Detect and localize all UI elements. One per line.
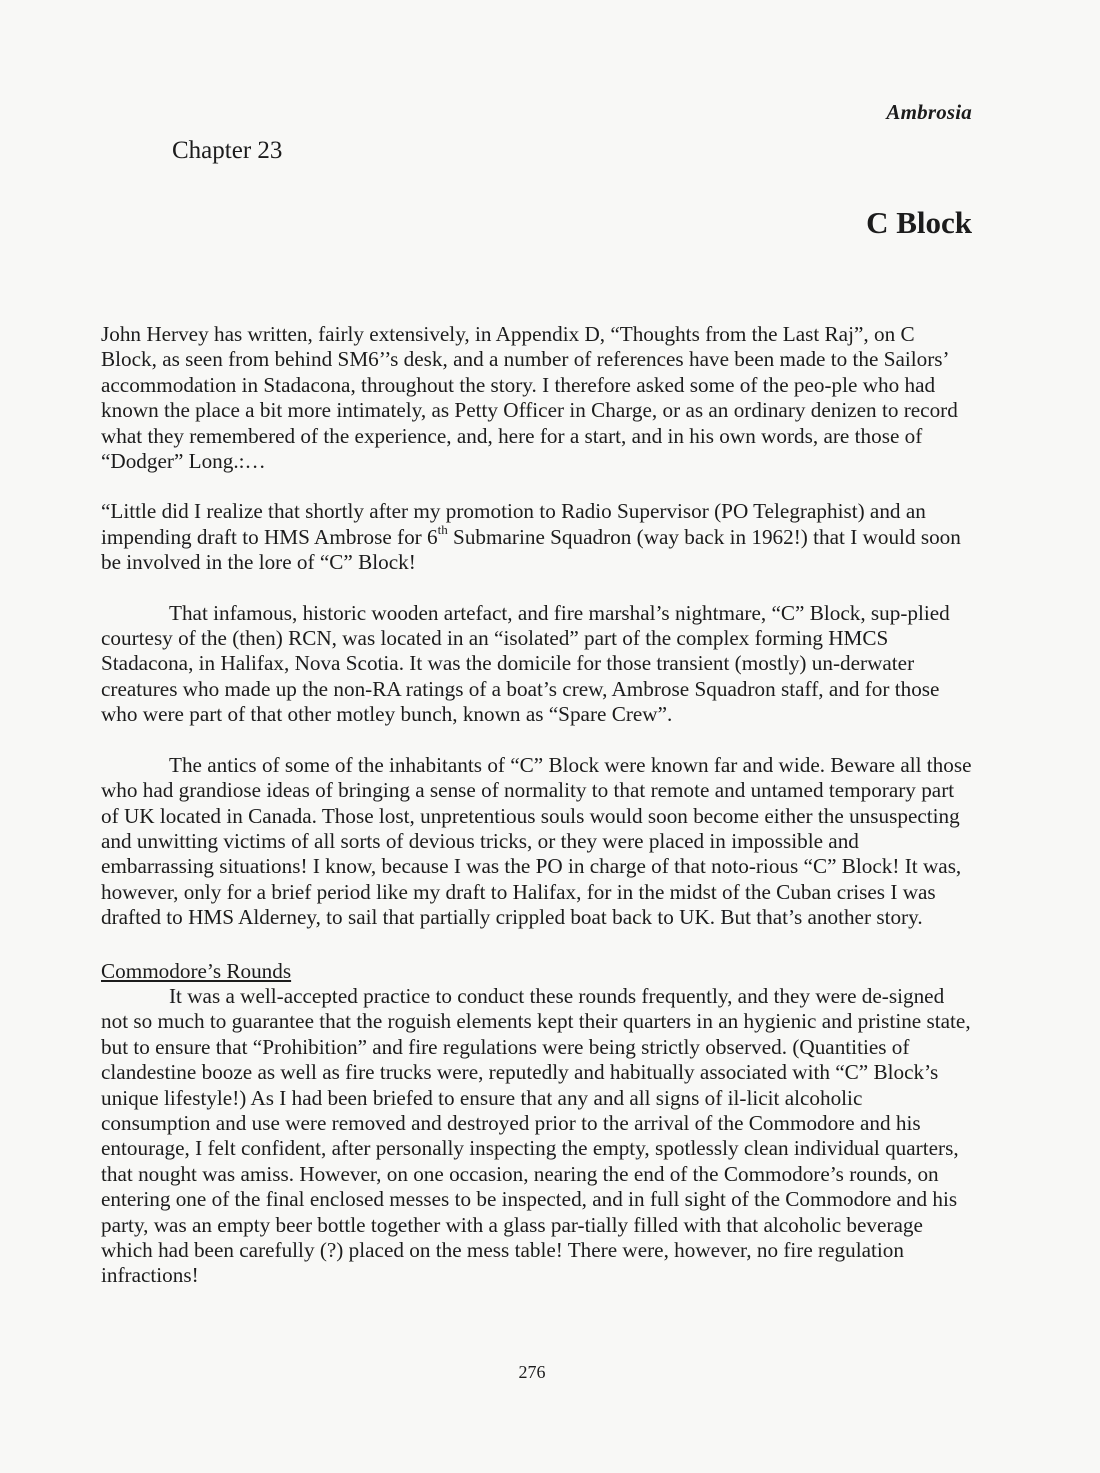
ordinal-superscript: th [437, 521, 448, 537]
chapter-title: C Block [866, 205, 972, 240]
paragraph-intro: John Hervey has written, fairly extensively, in Appendix D, “Thoughts from the Last Raj”, on C Block, as seen from behind SM6’’s desk, and a number of references have been made to the Sailors’ accommodation in Stadacona, throughout the story. I therefore asked some of the peo-ple who had known the place a bit more intimately, as Petty Officer in Charge, or as an ordinary denizen to record what they remembered of the experience, and, here for a start, and in his own words, are those of “Dodger” Long.:… [101, 322, 958, 474]
body-text [101, 322, 973, 1289]
paragraph-quote-text-b: Submarine Squadron (way back in 1962!) that I would soon be involved in the lore of “C” Block! [101, 524, 961, 575]
paragraph-commodores-rounds: It was a well-accepted practice to conduct these rounds frequently, and they were de-signed not so much to guarantee that the roguish elements kept their quarters in an hygienic and pristine state, but to ensure that “Prohibition” and fire regulations were being strictly observed. (Quantities of clandestine booze as well as fire trucks were, reputedly and habitually associated with “C” Block’s unique lifestyle!) As I had been briefed to ensure that any and all signs of il-licit alcoholic consumption and use were removed and destroyed prior to the arrival of the Commodore and his entourage, I felt confident, after personally inspecting the empty, spotlessly clean individual quarters, that nought was amiss. However, on one occasion, nearing the end of the Commodore’s rounds, on entering one of the final enclosed messes to be inspected, and in full sight of the Commodore and his party, was an empty beer bottle together with a glass par-tially filled with that alcoholic beverage which had been carefully (?) placed on the mess table! There were, however, no fire regulation infractions! [101, 983, 971, 1288]
paragraph-c-block-description: That infamous, historic wooden artefact, and fire marshal’s nightmare, “C” Block, sup-plied courtesy of the (then) RCN, was located in an “isolated” part of the complex forming HMCS Stadacona, in Halifax, Nova Scotia. It was the domicile for those transient (mostly) un-derwater creatures who made up the non-RA ratings of a boat’s crew, Ambrose Squadron staff, and for those who were part of that other motley bunch, known as “Spare Crew”. [101, 600, 950, 727]
section-heading: Commodore’s Rounds [101, 958, 292, 983]
chapter-label: Chapter 23 [172, 137, 283, 164]
running-title: Ambrosia [886, 100, 972, 124]
paragraph-antics: The antics of some of the inhabitants of “C” Block were known far and wide. Beware all those who had grandiose ideas of bringing a sense of normality to that remote and untamed temporary part of UK located in Canada. Those lost, unpretentious souls would soon become either the unsuspecting and unwitting victims of all sorts of devious tricks, or they were placed in impossible and embarrassing situations! I know, because I was the PO in charge of that noto-rious “C” Block! It was, however, only for a brief period like my draft to Halifax, for in the midst of the Cuban crises I was drafted to HMS Alderney, to sail that partially crippled boat back to UK. But that’s another story. [101, 752, 972, 930]
paragraph-quote-start [101, 499, 973, 575]
page-number: 276 [518, 1362, 546, 1382]
paragraph-quote-text-a: “Little did I realize that shortly after my promotion to Radio Supervisor (PO Telegraphist) and an impending draft to HMS Ambrose for 6 [101, 499, 926, 549]
